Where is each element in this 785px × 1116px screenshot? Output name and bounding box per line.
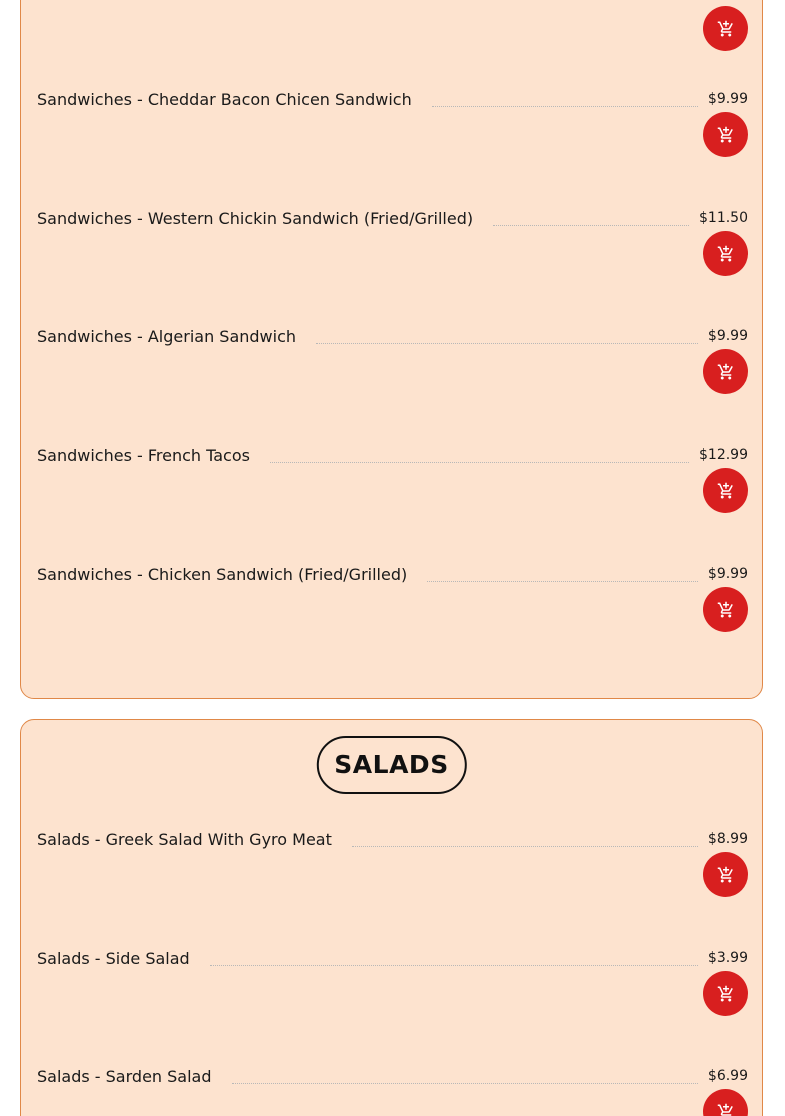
dotted-leader: [316, 343, 698, 344]
add-shopping-cart-icon: [717, 482, 735, 500]
dotted-leader: [432, 106, 698, 107]
dotted-leader: [493, 225, 689, 226]
menu-item-price: $6.99: [707, 1068, 748, 1084]
menu-item-name: Sandwiches - Chicken Sandwich (Fried/Grilled): [37, 564, 408, 584]
dotted-leader: [352, 846, 698, 847]
menu-item-price: $9.99: [707, 328, 748, 344]
salads-section: [20, 719, 763, 1116]
menu-item-row[interactable]: [37, 562, 748, 586]
dotted-leader: [210, 965, 698, 966]
menu-item-price: $9.99: [707, 91, 748, 107]
menu-item-price: $9.99: [707, 566, 748, 582]
add-to-cart-button[interactable]: [703, 6, 748, 51]
menu-item: [37, 827, 748, 917]
menu-item-name: Sandwiches - Cheddar Bacon Chicen Sandwich: [37, 89, 412, 109]
menu-item-row[interactable]: [37, 443, 748, 467]
add-to-cart-button[interactable]: [703, 231, 748, 276]
add-to-cart-button[interactable]: [703, 1089, 748, 1116]
menu-item: [37, 443, 748, 533]
add-shopping-cart-icon: [717, 126, 735, 144]
add-to-cart-button[interactable]: [703, 587, 748, 632]
menu-item-row[interactable]: [37, 946, 748, 970]
add-shopping-cart-icon: [717, 245, 735, 263]
add-shopping-cart-icon: [717, 601, 735, 619]
dotted-leader: [232, 1083, 698, 1084]
menu-item: [37, 206, 748, 296]
menu-item-name: Sandwiches - French Tacos: [37, 445, 250, 465]
menu-item-price: $8.99: [707, 831, 748, 847]
dotted-leader: [270, 462, 689, 463]
add-shopping-cart-icon: [717, 866, 735, 884]
menu-item: [37, 0, 748, 5]
menu-item-row[interactable]: [37, 324, 748, 348]
add-to-cart-button[interactable]: [703, 349, 748, 394]
add-to-cart-button[interactable]: [703, 112, 748, 157]
add-shopping-cart-icon: [717, 1103, 735, 1116]
menu-item-name: Sandwiches - Algerian Sandwich: [37, 326, 297, 346]
menu-item-row[interactable]: [37, 87, 748, 111]
menu-item-name: Sandwiches - Western Chickin Sandwich (Fried/Grilled): [37, 208, 474, 228]
menu-item-price: $3.99: [707, 950, 748, 966]
menu-item-name: Salads - Side Salad: [37, 948, 190, 968]
add-to-cart-button[interactable]: [703, 971, 748, 1016]
menu-item-price: $12.99: [699, 447, 748, 463]
menu-item: [37, 1064, 748, 1116]
menu-item: [37, 946, 748, 1036]
sandwiches-section: [20, 0, 763, 699]
add-shopping-cart-icon: [717, 363, 735, 381]
add-shopping-cart-icon: [717, 20, 735, 38]
menu-item: [37, 87, 748, 177]
menu-item-price: $11.50: [699, 210, 748, 226]
menu-item-name: Salads - Sarden Salad: [37, 1066, 212, 1086]
add-to-cart-button[interactable]: [703, 852, 748, 897]
section-title: SALADS: [316, 736, 466, 794]
menu-item-row[interactable]: [37, 206, 748, 230]
menu-item: [37, 324, 748, 414]
add-shopping-cart-icon: [717, 985, 735, 1003]
add-to-cart-button[interactable]: [703, 468, 748, 513]
dotted-leader: [427, 581, 698, 582]
menu-item-row[interactable]: [37, 827, 748, 851]
menu-item-row[interactable]: [37, 1064, 748, 1088]
menu-item-name: Salads - Greek Salad With Gyro Meat: [37, 829, 332, 849]
menu-item: [37, 562, 748, 652]
